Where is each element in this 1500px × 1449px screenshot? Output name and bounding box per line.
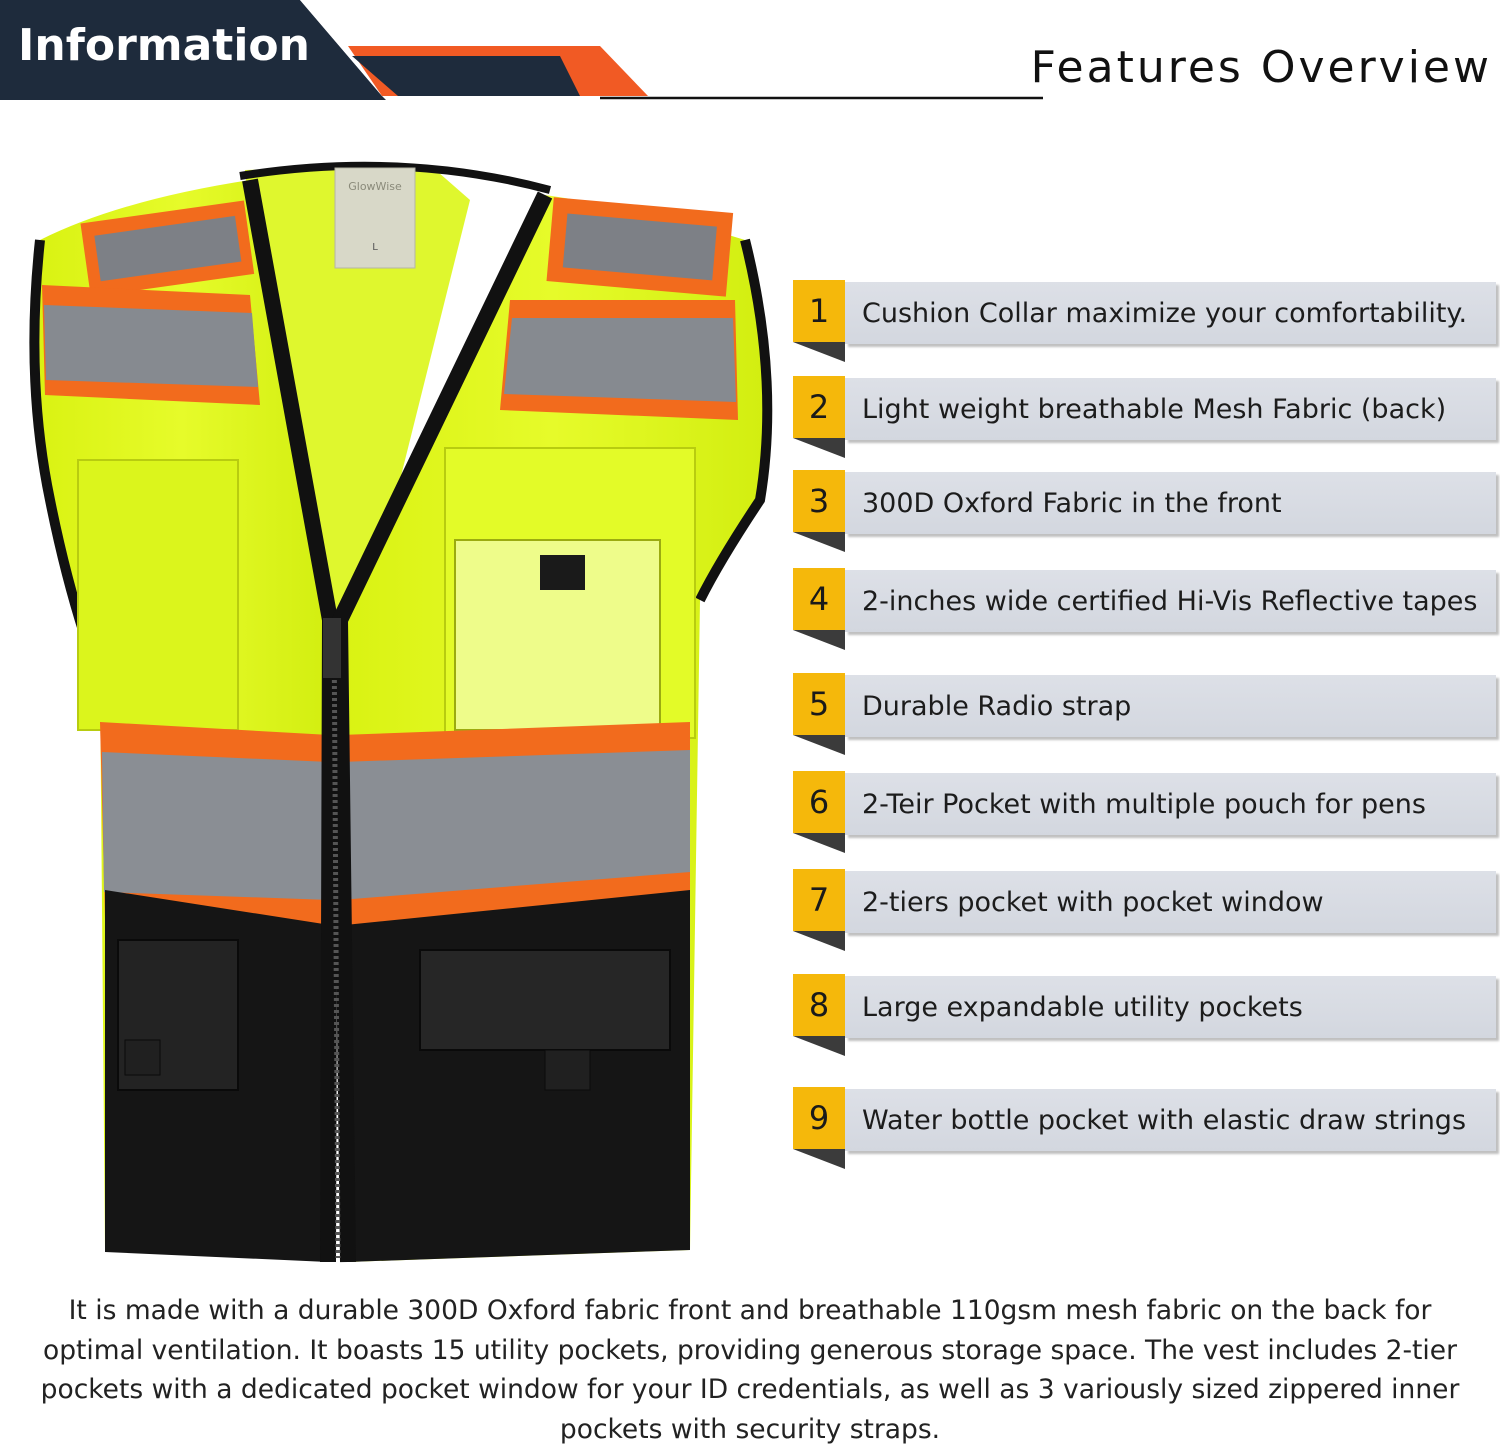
feature-bar [845, 675, 1496, 737]
feature-ribbon-fold [793, 1149, 845, 1169]
feature-ribbon-fold [793, 833, 845, 853]
feature-item [793, 1087, 1496, 1169]
feature-ribbon-fold [793, 532, 845, 552]
feature-number: 4 [793, 568, 845, 630]
feature-ribbon-fold [793, 735, 845, 755]
feature-text: Cushion Collar maximize your comfortability. [862, 297, 1468, 329]
feature-number: 1 [793, 280, 845, 342]
feature-number: 3 [793, 470, 845, 532]
feature-text: Durable Radio strap [862, 690, 1132, 722]
feature-ribbon-fold [793, 342, 845, 362]
feature-item [793, 568, 1496, 650]
feature-number: 9 [793, 1087, 845, 1149]
feature-bar [845, 871, 1496, 933]
feature-bar [845, 378, 1496, 440]
feature-bar [845, 1089, 1496, 1151]
feature-bar [845, 282, 1496, 344]
vest-lower-right [345, 890, 690, 1262]
feature-bar [845, 976, 1496, 1038]
feature-number: 7 [793, 869, 845, 931]
feature-number: 8 [793, 974, 845, 1036]
feature-ribbon-fold [793, 931, 845, 951]
feature-bar [845, 472, 1496, 534]
left-chest-pocket [78, 460, 238, 730]
feature-item [793, 771, 1496, 853]
feature-ribbon-fold [793, 438, 845, 458]
feature-bar [845, 570, 1496, 632]
vest-tag-size: L [372, 242, 378, 253]
feature-text: Light weight breathable Mesh Fabric (back) [862, 393, 1447, 425]
feature-text: 2-inches wide certified Hi-Vis Reflective tapes [862, 585, 1478, 617]
vest-tag-brand: GlowWise [348, 180, 402, 193]
feature-ribbon-fold [793, 1036, 845, 1056]
feature-number: 5 [793, 673, 845, 735]
feature-item [793, 869, 1496, 951]
feature-item [793, 673, 1496, 755]
feature-item [793, 376, 1496, 458]
feature-text: 2-tiers pocket with pocket window [862, 886, 1324, 918]
page-title: Features Overview [1030, 42, 1492, 93]
feature-text: Water bottle pocket with elastic draw strings [862, 1104, 1467, 1136]
feature-item [793, 280, 1496, 362]
product-description: It is made with a durable 300D Oxford fabric front and breathable 110gsm mesh fabric on the back for optimal ventilation. It boasts 15 utility pockets, providing generous storage space. The vest includes 2-tier pockets with a dedicated pocket window for your ID credentials, as well as 3 variously sized zippered inner pockets with security straps. [40, 1295, 1460, 1445]
feature-text: 2-Teir Pocket with multiple pouch for pens [862, 788, 1426, 820]
feature-item [793, 470, 1496, 552]
feature-item [793, 974, 1496, 1056]
feature-ribbon-fold [793, 630, 845, 650]
feature-bar [845, 773, 1496, 835]
feature-number: 2 [793, 376, 845, 438]
section-label: Information [18, 20, 310, 71]
safety-vest-image [0, 140, 790, 1280]
feature-text: Large expandable utility pockets [862, 991, 1303, 1023]
feature-number: 6 [793, 771, 845, 833]
feature-text: 300D Oxford Fabric in the front [862, 487, 1282, 519]
header-banner [0, 0, 1500, 110]
